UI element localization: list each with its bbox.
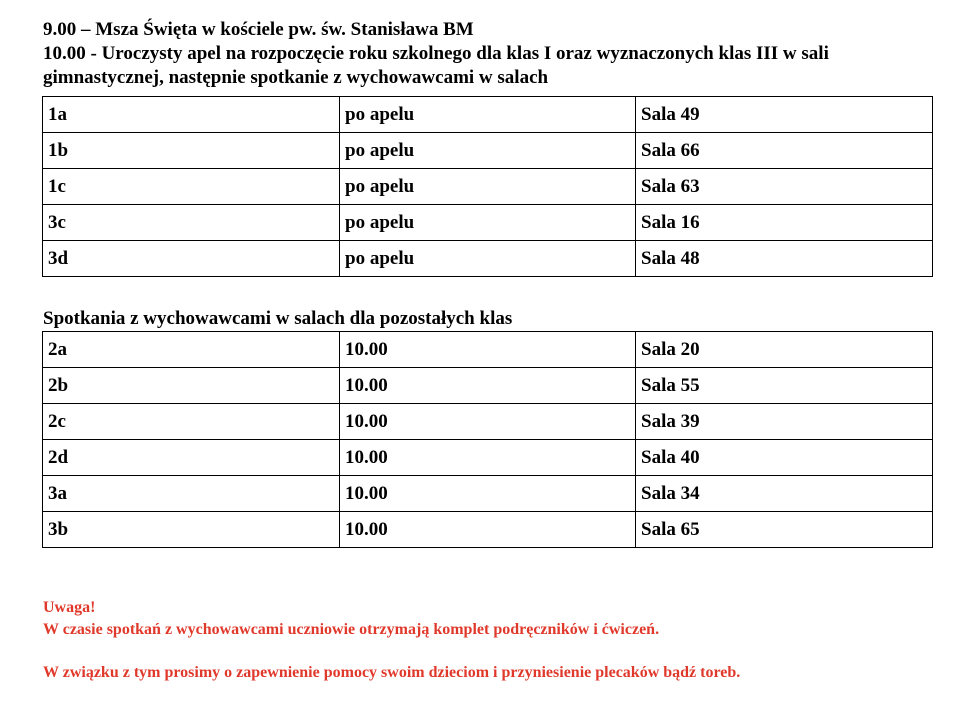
room-cell: Sala 65 <box>636 512 933 548</box>
room-cell: Sala 39 <box>636 404 933 440</box>
notice-request <box>43 662 740 684</box>
class-cell: 2b <box>43 368 340 404</box>
intro-text <box>43 18 943 90</box>
room-cell: Sala 66 <box>636 133 933 169</box>
time-cell: 10.00 <box>340 332 636 368</box>
room-cell: Sala 34 <box>636 476 933 512</box>
table-row <box>43 205 933 241</box>
time-cell: 10.00 <box>340 512 636 548</box>
class-cell: 2a <box>43 332 340 368</box>
room-cell: Sala 49 <box>636 97 933 133</box>
class-cell: 1a <box>43 97 340 133</box>
time-cell: po apelu <box>340 241 636 277</box>
time-cell: 10.00 <box>340 368 636 404</box>
table-row <box>43 368 933 404</box>
table-row <box>43 476 933 512</box>
room-cell: Sala 63 <box>636 169 933 205</box>
time-cell: 10.00 <box>340 404 636 440</box>
class-cell: 2c <box>43 404 340 440</box>
room-cell: Sala 40 <box>636 440 933 476</box>
class-cell: 3b <box>43 512 340 548</box>
room-cell: Sala 48 <box>636 241 933 277</box>
assembly-schedule-line: 10.00 - Uroczysty apel na rozpoczęcie roku szkolnego dla klas I oraz wyznaczonych klas III w sali gimnastycznej, następnie spotkanie z wychowawcami w salach <box>43 43 829 88</box>
table-row <box>43 97 933 133</box>
class-cell: 1b <box>43 133 340 169</box>
table-row <box>43 404 933 440</box>
notice-block <box>43 597 659 641</box>
table-row <box>43 241 933 277</box>
table-row <box>43 440 933 476</box>
time-cell: po apelu <box>340 97 636 133</box>
first-class-schedule-table <box>42 96 933 277</box>
class-cell: 2d <box>43 440 340 476</box>
room-cell: Sala 16 <box>636 205 933 241</box>
time-cell: po apelu <box>340 205 636 241</box>
class-cell: 3a <box>43 476 340 512</box>
class-cell: 3c <box>43 205 340 241</box>
time-cell: po apelu <box>340 133 636 169</box>
room-cell: Sala 20 <box>636 332 933 368</box>
table-row <box>43 169 933 205</box>
time-cell: 10.00 <box>340 476 636 512</box>
table-row <box>43 332 933 368</box>
time-cell: po apelu <box>340 169 636 205</box>
room-cell: Sala 55 <box>636 368 933 404</box>
notice-backpack-line: W związku z tym prosimy o zapewnienie pomocy swoim dzieciom i przyniesienie plecaków bądź toreb. <box>43 664 741 681</box>
other-classes-schedule-table <box>42 331 933 548</box>
notice-textbooks-line: W czasie spotkań z wychowawcami uczniowie otrzymają komplet podręczników i ćwiczeń. <box>43 621 660 638</box>
mass-schedule-line: 9.00 – Msza Święta w kościele pw. św. Stanisława BM <box>43 19 474 40</box>
section-heading: Spotkania z wychowawcami w salach dla pozostałych klas <box>43 308 513 329</box>
class-cell: 1c <box>43 169 340 205</box>
class-cell: 3d <box>43 241 340 277</box>
table-row <box>43 133 933 169</box>
table-row <box>43 512 933 548</box>
time-cell: 10.00 <box>340 440 636 476</box>
notice-title: Uwaga! <box>43 599 96 616</box>
